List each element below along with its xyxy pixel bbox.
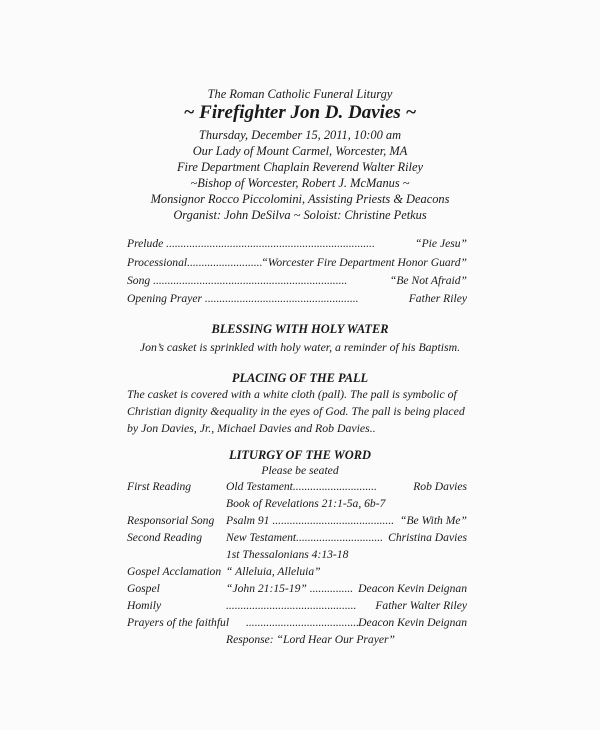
liturgy-reader: “Be With Me” bbox=[400, 514, 467, 527]
section-heading-pall: PLACING OF THE PALL bbox=[231, 371, 369, 385]
liturgy-reading: Old Testament............................. bbox=[226, 480, 377, 493]
liturgy-label: Homily bbox=[127, 599, 162, 612]
liturgy-reading: Book of Revelations 21:1-5a, 6b-7 bbox=[226, 497, 386, 510]
pall-paragraph bbox=[127, 386, 472, 437]
liturgy-subheading: Please be seated bbox=[261, 464, 339, 477]
liturgy-reader: Deacon Kevin Deignan bbox=[358, 616, 467, 629]
order-label: Song ................................................................... bbox=[127, 274, 348, 287]
order-value: “Be Not Afraid” bbox=[389, 274, 467, 287]
liturgy-reading: “John 21:15-19” ............... bbox=[226, 582, 354, 595]
liturgy-reader: Rob Davies bbox=[413, 480, 467, 493]
liturgy-reader: Father Walter Riley bbox=[375, 599, 467, 612]
bishop: ~Bishop of Worcester, Robert J. McManus ~ bbox=[190, 176, 410, 190]
liturgy-subtitle: The Roman Catholic Funeral Liturgy bbox=[207, 87, 393, 101]
blessing-text: Jon’s casket is sprinkled with holy water, a reminder of his Baptism. bbox=[139, 340, 461, 354]
liturgy-reading: 1st Thessalonians 4:13-18 bbox=[226, 548, 349, 561]
liturgy-label: Gospel Acclamation bbox=[127, 565, 222, 578]
pall-line: The casket is covered with a white cloth (pall). The pall is symbolic of bbox=[127, 387, 457, 401]
order-value: Father Riley bbox=[408, 292, 467, 305]
page-title: ~ Firefighter Jon D. Davies ~ bbox=[183, 102, 417, 123]
section-heading-blessing: BLESSING WITH HOLY WATER bbox=[211, 322, 389, 336]
liturgy-label: Second Reading bbox=[127, 531, 203, 544]
liturgy-reader: Christina Davies bbox=[388, 531, 467, 544]
liturgy-reading: New Testament.............................. bbox=[226, 531, 384, 544]
order-label: Opening Prayer ..................................................... bbox=[127, 292, 359, 305]
liturgy-reading: ............................................. bbox=[226, 599, 357, 612]
date-time: Thursday, December 15, 2011, 10:00 am bbox=[198, 128, 402, 142]
order-label: Processional.......................... bbox=[127, 256, 263, 269]
chaplain: Fire Department Chaplain Reverend Walter Riley bbox=[176, 160, 424, 174]
assisting-priests: Monsignor Rocco Piccolomini, Assisting Priests & Deacons bbox=[150, 192, 450, 206]
liturgy-reading: ....................................... bbox=[246, 616, 360, 629]
section-heading-liturgy: LITURGY OF THE WORD bbox=[229, 448, 371, 462]
order-value: “Pie Jesu” bbox=[415, 237, 467, 250]
liturgy-response: Response: “Lord Hear Our Prayer” bbox=[226, 633, 395, 646]
liturgy-label: Prayers of the faithful bbox=[127, 616, 230, 629]
pall-line: Christian dignity &equality in the eyes of God. The pall is being placed bbox=[127, 404, 465, 418]
liturgy-reading: “ Alleluia, Alleluia” bbox=[226, 565, 321, 578]
liturgy-reader: Deacon Kevin Deignan bbox=[358, 582, 467, 595]
liturgy-label: First Reading bbox=[127, 480, 192, 493]
liturgy-label: Responsorial Song bbox=[127, 514, 215, 527]
musicians: Organist: John DeSilva ~ Soloist: Christine Petkus bbox=[173, 208, 427, 222]
liturgy-label: Gospel bbox=[127, 582, 160, 595]
location: Our Lady of Mount Carmel, Worcester, MA bbox=[192, 144, 408, 158]
pall-line: by Jon Davies, Jr., Michael Davies and Rob Davies.. bbox=[127, 421, 376, 435]
liturgy-reading: Psalm 91 .......................................... bbox=[226, 514, 395, 527]
order-value: “Worcester Fire Department Honor Guard” bbox=[261, 256, 467, 269]
order-label: Prelude ........................................................................ bbox=[127, 237, 375, 250]
